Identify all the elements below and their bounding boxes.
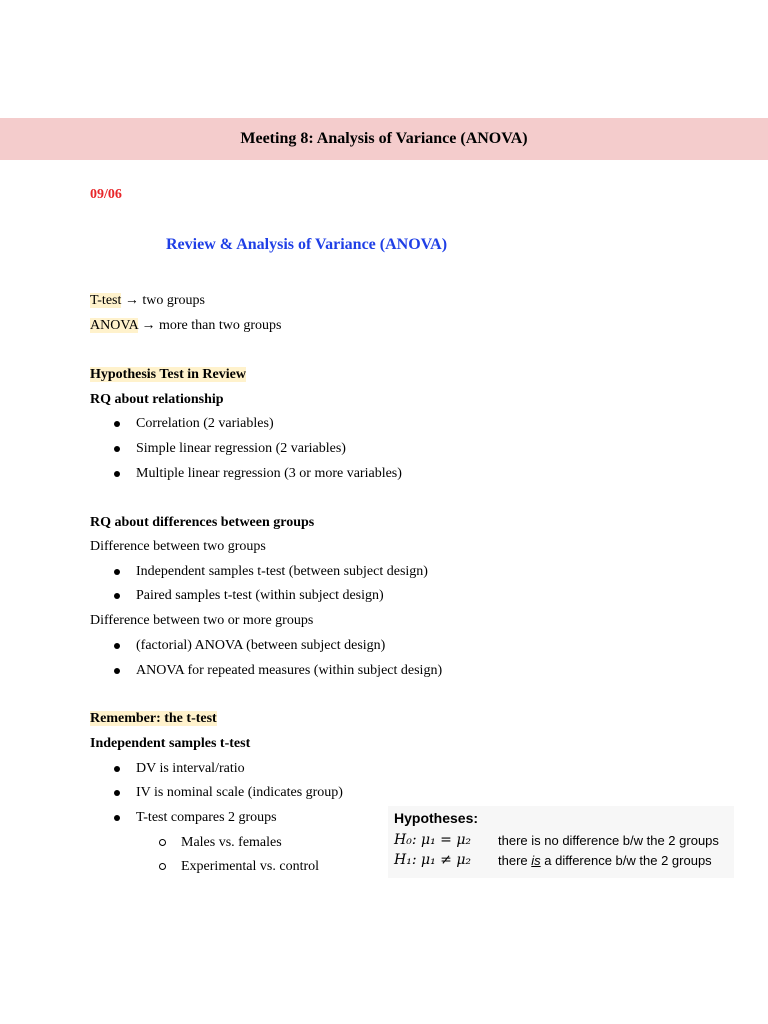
page-title: Meeting 8: Analysis of Variance (ANOVA) (240, 130, 528, 147)
rq-relationship: RQ about relationship (90, 392, 224, 407)
rq-differences: RQ about differences between groups (90, 515, 315, 530)
list-item-text: (factorial) ANOVA (between subject design) (136, 638, 386, 653)
heading-remember-ttest (90, 710, 217, 728)
list-item-text: IV is nominal scale (indicates group) (136, 785, 343, 800)
hollow-bullet-icon (159, 863, 166, 870)
bullet-icon (114, 593, 120, 599)
date-label: 09/06 (90, 187, 122, 202)
bullet-icon (114, 446, 120, 452)
heading-hypothesis-review-text: Hypothesis Test in Review (90, 367, 246, 382)
sub-list-item-text: Experimental vs. control (181, 859, 320, 874)
bullet-icon (114, 421, 120, 427)
list-item-text: Simple linear regression (2 variables) (136, 441, 346, 456)
ttest-term: T-test (90, 293, 122, 308)
group1-label: Difference between two groups (90, 539, 266, 554)
list-item-text: Paired samples t-test (within subject design) (136, 588, 384, 603)
intro-line-anova (90, 317, 281, 335)
anova-text: → more than two groups (137, 318, 282, 333)
section-title: Review & Analysis of Variance (ANOVA) (166, 236, 448, 253)
subheading-independent-ttest: Independent samples t-test (90, 736, 251, 751)
bullet-icon (114, 790, 120, 796)
group2-label: Difference between two or more groups (90, 613, 314, 628)
list-item-text: ANOVA for repeated measures (within subject design) (136, 663, 443, 678)
list-item-text: T-test compares 2 groups (136, 810, 277, 825)
hypotheses-image (388, 806, 734, 878)
bullet-icon (114, 471, 120, 477)
h1-desc-pre: there (498, 853, 532, 868)
ttest-text: → two groups (121, 293, 205, 308)
bullet-icon (114, 815, 120, 821)
list-item-text: Correlation (2 variables) (136, 416, 274, 431)
bullet-icon (114, 766, 120, 772)
list-item-text: Multiple linear regression (3 or more variables) (136, 466, 402, 481)
h1-description (498, 853, 712, 868)
heading-remember-ttest-text: Remember: the t-test (90, 711, 217, 726)
bullet-icon (114, 668, 120, 674)
bullet-icon (114, 569, 120, 575)
intro-line-ttest (90, 292, 205, 310)
sub-list-item-text: Males vs. females (181, 835, 282, 850)
bullet-icon (114, 643, 120, 649)
list-item-text: Independent samples t-test (between subject design) (136, 564, 428, 579)
hollow-bullet-icon (159, 839, 166, 846)
anova-term: ANOVA (90, 318, 138, 333)
title-banner (0, 118, 768, 160)
heading-hypothesis-review (90, 366, 246, 384)
list-item-text: DV is interval/ratio (136, 761, 245, 776)
h0-equation: H₀: μ₁ = μ₂ (394, 832, 472, 848)
h0-description: there is no difference b/w the 2 groups (498, 833, 719, 848)
h1-desc-emphasis: is (531, 853, 541, 868)
h1-equation: H₁: μ₁ ≠ μ₂ (394, 852, 472, 868)
hypotheses-title: Hypotheses: (394, 810, 479, 826)
h1-desc-post: a difference b/w the 2 groups (540, 853, 712, 868)
